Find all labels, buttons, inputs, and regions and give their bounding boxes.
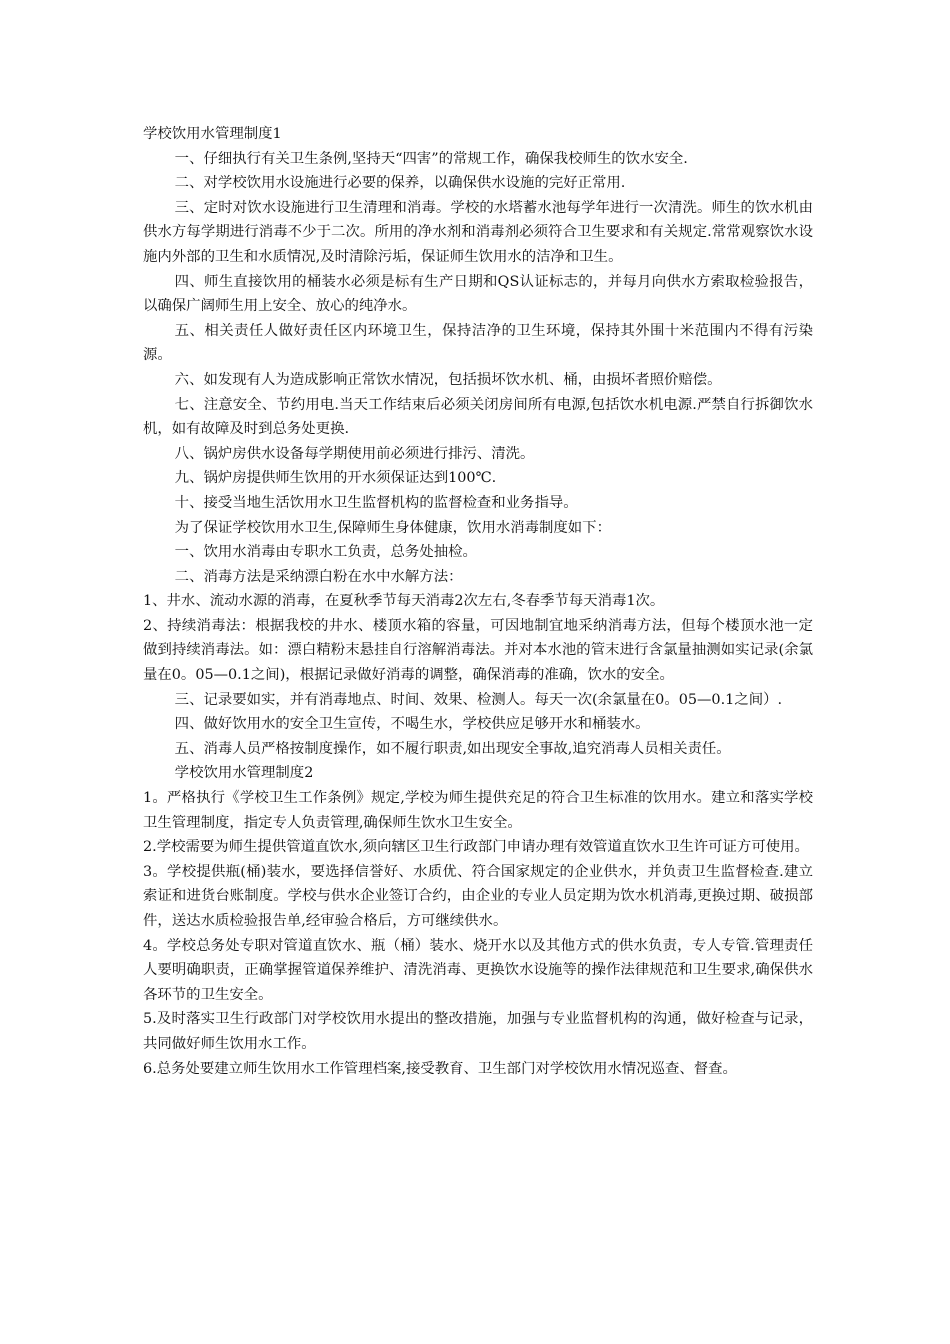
numbered-paragraph: 5.及时落实卫生行政部门对学校饮用水提出的整改措施，加强与专业监督机构的沟通，做好检查与记录，共同做好师生饮用水工作。: [143, 1011, 813, 1052]
paragraph: 五、相关责任人做好责任区内环境卫生，保持洁净的卫生环境，保持其外围十米范围内不得有污染源。: [143, 322, 813, 364]
document-heading-1: 学校饮用水管理制度1: [143, 126, 282, 142]
paragraph: 二、对学校饮用水设施进行必要的保养，以确保供水设施的完好正常用.: [174, 175, 626, 192]
paragraph: 十、接受当地生活饮用水卫生监督机构的监督检查和业务指导。: [174, 494, 578, 511]
paragraph: 三、记录要如实，并有消毒地点、时间、效果、检测人。每天一次(余氯量在0。05—0.1之间）.: [174, 691, 783, 708]
paragraph: 为了保证学校饮用水卫生,保障师生身体健康，饮用水消毒制度如下：: [174, 519, 611, 536]
numbered-paragraph: 4。学校总务处专职对管道直饮水、瓶（桶）装水、烧开水以及其他方式的供水负责，专人专管.管理责任人要明确职责，正确掌握管道保养维护、清洗消毒、更换饮水设施等的操作法律规范和卫生要求,确保供水各环节的卫生安全。: [143, 937, 813, 1003]
paragraph: 六、如发现有人为造成影响正常饮水情况，包括损坏饮水机、桶，由损坏者照价赔偿。: [174, 371, 722, 388]
document-page: [143, 122, 813, 1081]
paragraph: 七、注意安全、节约用电.当天工作结束后必须关闭房间所有电源,包括饮水机电源.严禁自行拆御饮水机，如有故障及时到总务处更换.: [143, 396, 813, 438]
numbered-paragraph: 3。学校提供瓶(桶)装水，要选择信誉好、水质优、符合国家规定的企业供水，并负责卫生监督检查.建立索证和进货台账制度。学校与供水企业签订合约，由企业的专业人员定期为饮水机消毒,更换过期、破损部件，送达水质检验报告单,经审验合格后，方可继续供水。: [143, 863, 813, 929]
numbered-paragraph: 1、井水、流动水源的消毒，在夏秋季节每天消毒2次左右,冬春季节每天消毒1次。: [143, 593, 665, 610]
document-heading-2: 学校饮用水管理制度2: [174, 765, 314, 782]
paragraph: 一、仔细执行有关卫生条例,坚持天“四害”的常规工作，确保我校师生的饮水安全.: [174, 150, 688, 167]
paragraph: 八、锅炉房供水设备每学期使用前必须进行排污、清洗。: [174, 445, 535, 462]
paragraph: 一、饮用水消毒由专职水工负责，总务处抽检。: [174, 544, 477, 561]
paragraph: 二、消毒方法是采纳漂白粉在水中水解方法：: [174, 568, 463, 585]
paragraph: 四、师生直接饮用的桶装水必须是标有生产日期和QS认证标志的，并每月向供水方索取检验报告，以确保广阔师生用上安全、放心的纯净水。: [143, 273, 813, 315]
paragraph: 五、消毒人员严格按制度操作，如不履行职责,如出现安全事故,追究消毒人员相关责任。: [174, 740, 731, 757]
numbered-paragraph: 2.学校需要为师生提供管道直饮水,须向辖区卫生行政部门申请办理有效管道直饮水卫生许可证方可使用。: [143, 839, 809, 856]
numbered-paragraph: 1。严格执行《学校卫生工作条例》规定,学校为师生提供充足的符合卫生标准的饮用水。建立和落实学校卫生管理制度，指定专人负责管理,确保师生饮水卫生安全。: [143, 790, 813, 831]
paragraph: 四、做好饮用水的安全卫生宣传，不喝生水，学校供应足够开水和桶装水。: [174, 716, 650, 733]
numbered-paragraph: 6.总务处要建立师生饮用水工作管理档案,接受教育、卫生部门对学校饮用水情况巡查、督查。: [143, 1060, 737, 1077]
paragraph: 三、定时对饮水设施进行卫生清理和消毒。学校的水塔蓄水池每学年进行一次清洗。师生的饮水机由供水方每学期进行消毒不少于二次。所用的净水剂和消毒剂必须符合卫生要求和有关规定.常常观察饮水设施内外部的卫生和水质情况,及时清除污垢，保证师生饮用水的洁净和卫生。: [143, 199, 813, 265]
numbered-paragraph: 2、持续消毒法：根据我校的井水、楼顶水箱的容量，可因地制宜地采纳消毒方法，但每个楼顶水池一定做到持续消毒法。如：漂白精粉末悬挂自行溶解消毒法。并对本水池的管末进行含氯量抽测如实记录(余氯量在0。05—0.1之间)，根据记录做好消毒的调整，确保消毒的准确，饮水的安全。: [143, 617, 813, 684]
paragraph: 九、锅炉房提供师生饮用的开水须保证达到100℃.: [174, 470, 497, 487]
